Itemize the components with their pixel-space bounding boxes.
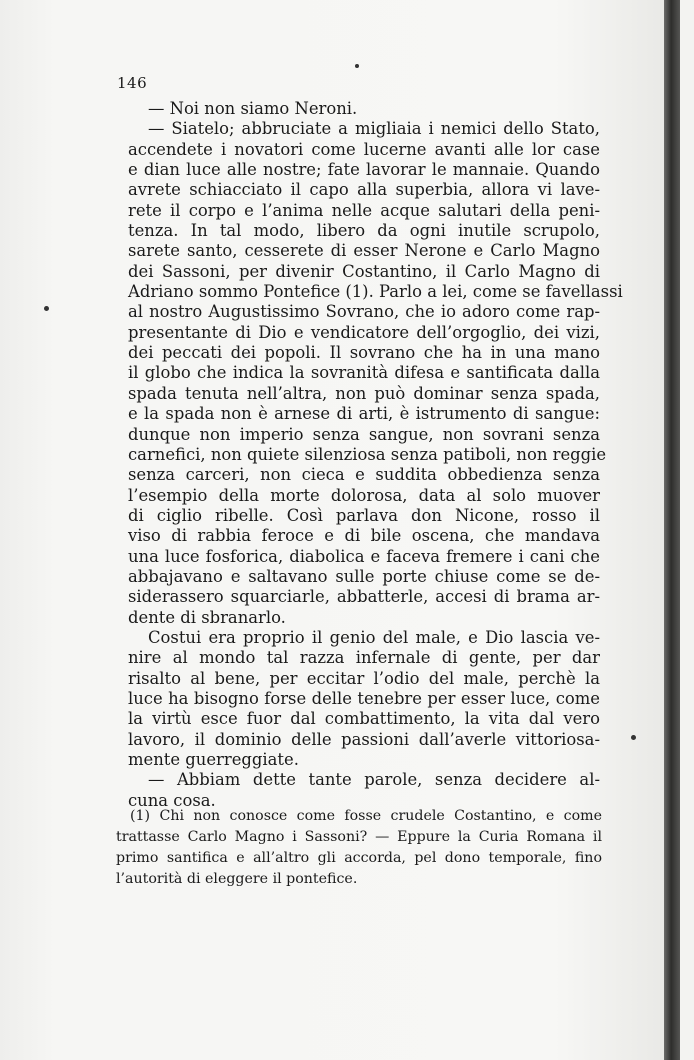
text-line: — Abbiam dette tante parole, senza decidere al- bbox=[148, 770, 600, 790]
text-line: viso di rabbia feroce e di bile oscena, che mandava bbox=[128, 526, 600, 546]
text-line: avrete schiacciato il capo alla superbia, allora vi lave- bbox=[128, 180, 600, 200]
footnote bbox=[116, 806, 602, 890]
ink-speck bbox=[355, 64, 359, 68]
footnote-line: l’autorità di eleggere il pontefice. bbox=[116, 871, 358, 887]
ink-speck bbox=[631, 735, 636, 740]
ink-speck bbox=[44, 306, 49, 311]
text-line: al nostro Augustissimo Sovrano, che io adoro come rap- bbox=[128, 302, 600, 322]
text-line: lavoro, il dominio delle passioni dall’averle vittoriosa- bbox=[128, 729, 600, 749]
text-line: dunque non imperio senza sangue, non sovrani senza bbox=[128, 424, 600, 444]
text-line: — Noi non siamo Neroni. bbox=[148, 99, 358, 118]
footnote-line: (1) Chi non conosce come fosse crudele Costantino, e come bbox=[130, 808, 602, 824]
text-line: Costui era proprio il genio del male, e Dio lascia ve- bbox=[148, 627, 600, 647]
body-text bbox=[128, 99, 623, 811]
text-line: il globo che indica la sovranità difesa e santificata dalla bbox=[128, 363, 600, 383]
text-line: risalto al bene, per eccitar l’odio del male, perchè la bbox=[128, 668, 600, 688]
text-line: presentante di Dio e vendicatore dell’orgoglio, dei vizi, bbox=[128, 322, 600, 342]
footnote-line: primo santifica e all’altro gli accorda, pel dono temporale, fino bbox=[116, 850, 602, 866]
text-line: la virtù esce fuor dal combattimento, la vita dal vero bbox=[128, 709, 600, 729]
text-line: mente guerreggiate. bbox=[128, 750, 299, 769]
text-line: rete il corpo e l’anima nelle acque salutari della peni- bbox=[128, 200, 600, 220]
text-line: abbajavano e saltavano sulle porte chiuse come se de- bbox=[128, 566, 600, 586]
text-line: dente di sbranarlo. bbox=[128, 607, 286, 627]
text-line: una luce fosforica, diabolica e faceva fremere i cani che bbox=[128, 546, 600, 566]
page-edge bbox=[680, 0, 694, 1060]
text-line: dei peccati dei popoli. Il sovrano che ha in una mano bbox=[128, 343, 600, 363]
text-line: nire al mondo tal razza infernale di gente, per dar bbox=[128, 648, 600, 668]
book-spine-shadow bbox=[664, 0, 680, 1060]
text-line: e dian luce alle nostre; fate lavorar le mannaie. Quando bbox=[128, 160, 600, 180]
text-line: — Siatelo; abbruciate a migliaia i nemici dello Stato, bbox=[148, 119, 600, 139]
text-line: accendete i novatori come lucerne avanti alle lor case bbox=[128, 139, 600, 159]
text-line: siderassero squarciarle, abbatterle, accesi di brama ar- bbox=[128, 587, 600, 607]
text-line: senza carceri, non cieca e suddita obbedienza senza bbox=[128, 465, 600, 485]
page-number: 146 bbox=[117, 74, 148, 92]
text-line: di ciglio ribelle. Così parlava don Nicone, rosso il bbox=[128, 505, 600, 525]
text-line: luce ha bisogno forse delle tenebre per esser luce, come bbox=[128, 688, 600, 708]
text-line: l’esempio della morte dolorosa, data al solo muover bbox=[128, 485, 600, 505]
text-line: Adriano sommo Pontefice (1). Parlo a lei, come se favellassi bbox=[128, 282, 623, 302]
text-line: cuna cosa. bbox=[128, 790, 216, 810]
text-line: spada tenuta nell’altra, non può dominar senza spada, bbox=[128, 383, 600, 403]
text-line: tenza. In tal modo, libero da ogni inutile scrupolo, bbox=[128, 221, 600, 241]
text-line: sarete santo, cesserete di esser Nerone e Carlo Magno bbox=[128, 241, 600, 261]
text-line: dei Sassoni, per divenir Costantino, il Carlo Magno di bbox=[128, 261, 600, 281]
text-line: e la spada non è arnese di arti, è istrumento di sangue: bbox=[128, 404, 600, 424]
footnote-line: trattasse Carlo Magno i Sassoni? — Eppure la Curia Romana il bbox=[116, 829, 602, 845]
text-line: carnefici, non quiete silenziosa senza patiboli, non reggie bbox=[128, 444, 607, 464]
